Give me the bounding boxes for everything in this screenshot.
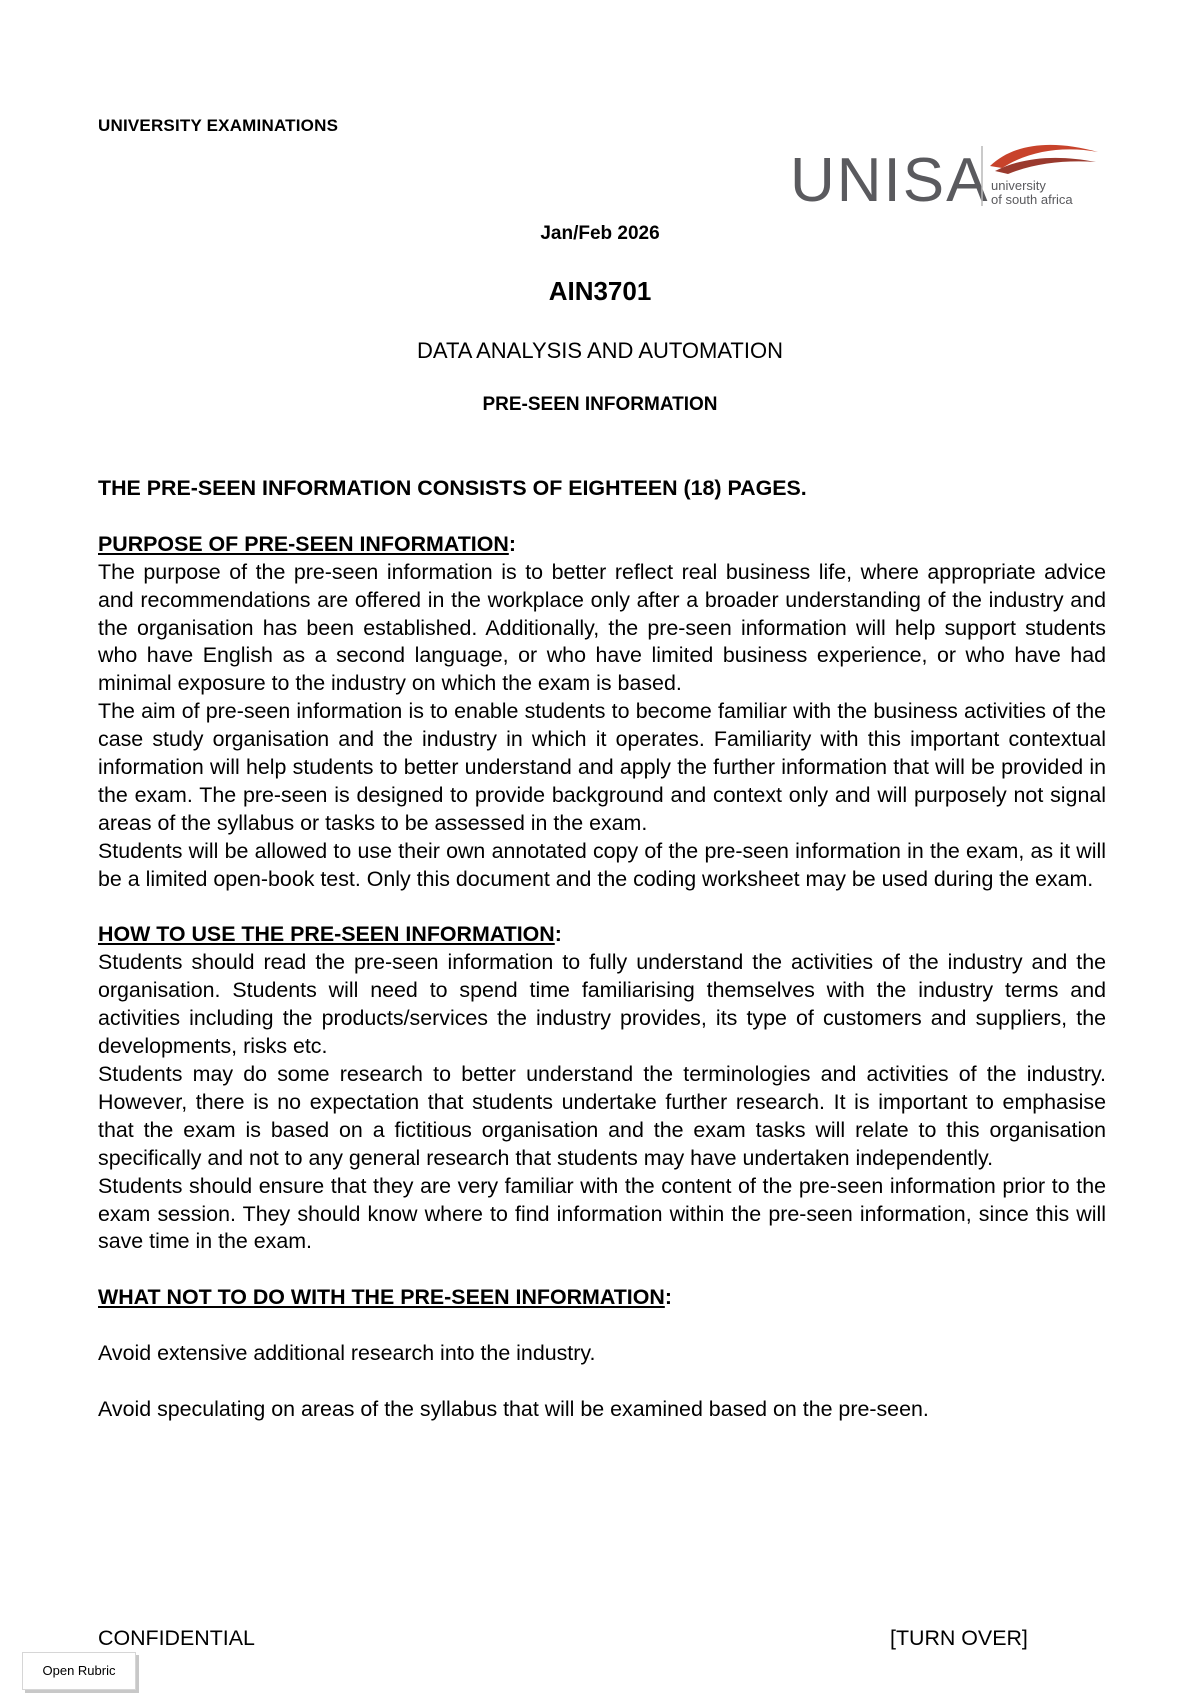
university-examinations-label: UNIVERSITY EXAMINATIONS xyxy=(98,116,339,135)
document-body xyxy=(98,475,1106,1424)
purpose-heading-colon: : xyxy=(508,531,516,556)
pages-statement: THE PRE-SEEN INFORMATION CONSISTS OF EIGHTEEN (18) PAGES. xyxy=(98,476,807,500)
how-to-use-paragraph: Students may do some research to better understand the terminologies and activities of the industry. However, there is no expectation that students undertake further research. It is important to emphasise that the exam is based on a fictitious organisation and the exam tasks will relate to this organisation specifically and not to any general research that students may have undertaken independently. xyxy=(98,1062,1106,1170)
how-to-use-heading-text: HOW TO USE THE PRE-SEEN INFORMATION xyxy=(98,922,555,947)
purpose-paragraph: Students will be allowed to use their own annotated copy of the pre-seen information in the exam, as it will be a limited open-book test. Only this document and the coding worksheet may be used during the exam. xyxy=(98,838,1106,891)
purpose-paragraph: The aim of pre-seen information is to enable students to become familiar with the business activities of the case study organisation and the industry in which it operates. Familiarity with this important contextual information will help students to better understand and apply the further information that will be provided in the exam. The pre-seen is designed to provide background and context only and will purposely not signal areas of the syllabus or tasks to be assessed in the exam. xyxy=(98,699,1106,835)
logo-tagline-2: of south africa xyxy=(991,192,1073,207)
purpose-heading-text: PURPOSE OF PRE-SEEN INFORMATION xyxy=(98,531,509,556)
how-to-use-heading xyxy=(98,921,1106,949)
purpose-heading xyxy=(98,531,1106,559)
open-rubric-button[interactable]: Open Rubric xyxy=(22,1652,136,1690)
unisa-logo xyxy=(790,138,1100,218)
footer-confidential: CONFIDENTIAL xyxy=(98,1626,255,1650)
how-to-use-paragraph: Students should ensure that they are very familiar with the content of the pre-seen information prior to the exam session. They should know where to find information within the pre-seen information, since this will save time in the exam. xyxy=(98,1173,1106,1254)
what-not-to-do-heading-text: WHAT NOT TO DO WITH THE PRE-SEEN INFORMATION xyxy=(98,1285,665,1310)
course-title: DATA ANALYSIS AND AUTOMATION xyxy=(417,338,783,363)
logo-swoosh xyxy=(990,145,1098,168)
logo-tagline-1: university xyxy=(991,178,1046,193)
purpose-paragraph: The purpose of the pre-seen information is to better reflect real business life, where appropriate advice and recommendations are offered in the workplace only after a broader understanding of the industry and the organisation has been established. Additionally, the pre-seen information will help support students who have English as a second language, or who have limited business experience, or who have had minimal exposure to the industry on which the exam is based. xyxy=(98,559,1106,696)
what-not-to-do-item: Avoid speculating on areas of the syllabus that will be examined based on the pre-seen. xyxy=(98,1396,929,1421)
logo-wordmark: UNISA xyxy=(790,146,990,215)
document-type: PRE-SEEN INFORMATION xyxy=(482,394,718,415)
what-not-to-do-item: Avoid extensive additional research into the industry. xyxy=(98,1341,596,1366)
what-not-to-do-heading-colon: : xyxy=(664,1285,672,1310)
what-not-to-do-heading xyxy=(98,1284,1106,1312)
footer-turn-over: [TURN OVER] xyxy=(890,1626,1028,1650)
how-to-use-paragraph: Students should read the pre-seen information to fully understand the activities of the industry and the organisation. Students will need to spend time familiarising themselves with the industry terms and activities including the products/services the industry provides, its type of customers and suppliers, the developments, risks etc. xyxy=(98,950,1106,1059)
module-code: AIN3701 xyxy=(548,276,652,306)
how-to-use-heading-colon: : xyxy=(554,922,562,947)
exam-date: Jan/Feb 2026 xyxy=(540,223,660,244)
